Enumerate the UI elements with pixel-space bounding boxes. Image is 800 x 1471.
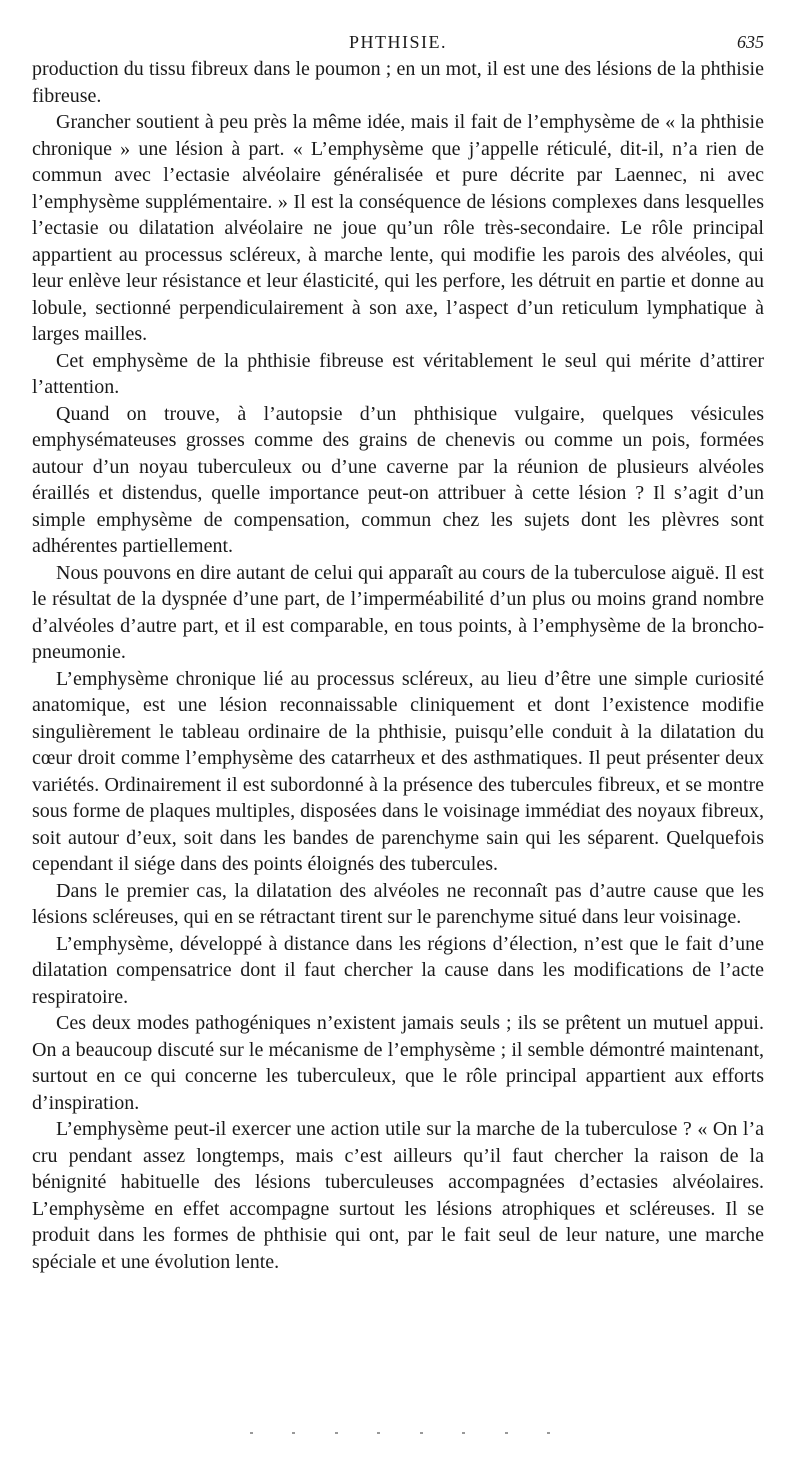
paragraph: production du tissu fibreux dans le poumon ; en un mot, il est une des lésions de la phthisie fibreuse.	[32, 58, 764, 107]
paragraph: L’emphysème peut-il exercer une action utile sur la marche de la tuberculose ? « On l’a cru pendant assez longtemps, mais c’est ailleurs qu’il faut chercher la raison de la bénignité habituelle des lésions tuberculeuses accompagnées d’ectasies alvéolaires. L’emphysème en effet accompagne surtout les lésions atrophiques et scléreuses. Il se produit dans les formes de phthisie qui ont, par le fait seul de leur nature, une marche spéciale et une évolution lente.	[32, 1118, 764, 1273]
paragraph: Cet emphysème de la phthisie fibreuse est véritablement le seul qui mérite d’attirer l’attention.	[32, 349, 764, 398]
paragraph: Nous pouvons en dire autant de celui qui apparaît au cours de la tuberculose aiguë. Il est le résultat de la dyspnée d’une part, de l’imperméabilité d’un plus ou moins grand nombre d’alvéoles d’autre part, et il est comparable, en tous points, à l’emphysème de la broncho-pneumonie.	[32, 561, 764, 663]
body-text	[32, 56, 764, 1275]
speck	[335, 1432, 338, 1434]
page-bottom-specks	[250, 1432, 550, 1438]
paragraph: Dans le premier cas, la dilatation des alvéoles ne reconnaît pas d’autre cause que les lésions scléreuses, qui en se rétractant tirent sur le parenchyme situé dans leur voisinage.	[32, 879, 764, 928]
running-header	[32, 26, 764, 56]
running-title: PHTHISIE.	[349, 32, 447, 52]
speck	[505, 1432, 508, 1434]
paragraph: Ces deux modes pathogéniques n’existent jamais seuls ; ils se prêtent un mutuel appui. On a beaucoup discuté sur le mécanisme de l’emphysème ; il semble démontré maintenant, surtout en ce qui concerne les tuberculeux, que le rôle principal appartient aux efforts d’inspiration.	[32, 1012, 764, 1114]
speck	[547, 1432, 550, 1434]
speck	[462, 1432, 465, 1434]
book-page	[32, 26, 764, 1275]
speck	[420, 1432, 423, 1434]
speck	[292, 1432, 295, 1434]
paragraph: Grancher soutient à peu près la même idée, mais il fait de l’emphysème de « la phthisie chronique » une lésion à part. « L’emphysème que j’appelle réticulé, dit-il, n’a rien de commun avec l’ectasie alvéolaire généralisée et pure décrite par Laennec, ni avec l’emphysème supplémentaire. » Il est la conséquence de lésions complexes dans lesquelles l’ectasie ou dilatation alvéolaire ne joue qu’un rôle très-secondaire. Le rôle principal appartient au processus scléreux, à marche lente, qui modifie les parois des alvéoles, qui leur enlève leur résistance et leur élasticité, qui les perfore, les détruit en partie et donne au lobule, sectionné perpendiculairement à son axe, l’aspect d’un reticulum lymphatique à larges mailles.	[32, 111, 764, 345]
paragraph: Quand on trouve, à l’autopsie d’un phthisique vulgaire, quelques vésicules emphysémateuses grosses comme des grains de chenevis ou comme un pois, formées autour d’un noyau tuberculeux ou d’une caverne par la réunion de plusieurs alvéoles éraillés et distendus, quelle importance peut-on attribuer à cette lésion ? Il s’agit d’un simple emphysème de compensation, commun chez les sujets dont les plèvres sont adhérentes partiellement.	[32, 402, 764, 557]
speck	[377, 1432, 380, 1434]
page-number: 635	[737, 32, 764, 52]
paragraph: L’emphysème, développé à distance dans les régions d’élection, n’est que le fait d’une dilatation compensatrice dont il faut chercher la cause dans les modifications de l’acte respiratoire.	[32, 932, 764, 1008]
speck	[250, 1432, 253, 1434]
paragraph: L’emphysème chronique lié au processus scléreux, au lieu d’être une simple curiosité anatomique, est une lésion reconnaissable cliniquement et dont l’existence modifie singulièrement le tableau ordinaire de la phthisie, puisqu’elle conduit à la dilatation du cœur droit comme l’emphysème des catarrheux et des asthmatiques. Il peut présenter deux variétés. Ordinairement il est subordonné à la présence des tubercules fibreux, et se montre sous forme de plaques multiples, disposées dans le voisinage immédiat des noyaux fibreux, soit autour d’eux, soit dans les bandes de parenchyme sain qui les séparent. Quelquefois cependant il siége dans des points éloignés des tubercules.	[32, 667, 764, 875]
